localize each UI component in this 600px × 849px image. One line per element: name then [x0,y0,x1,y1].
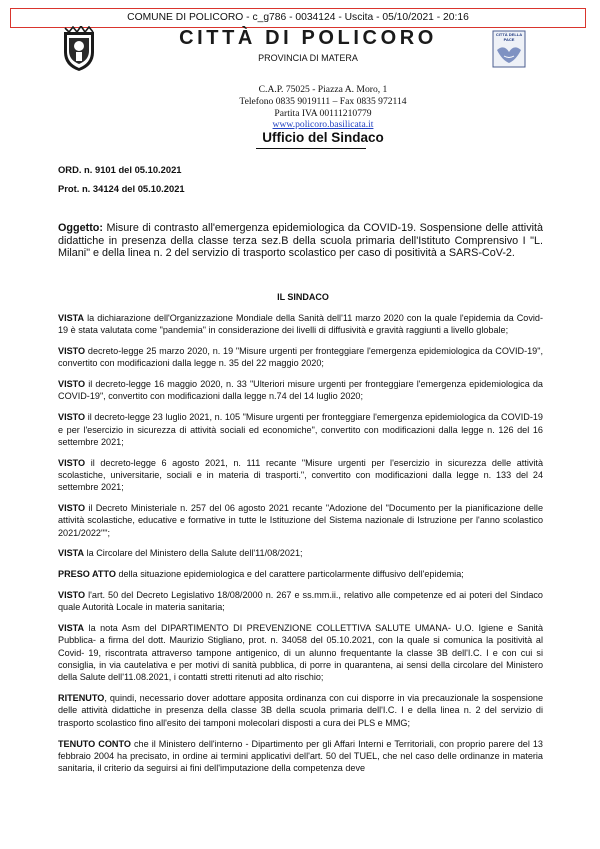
paragraph-lead: PRESO ATTO [58,569,116,580]
paragraph [58,345,543,370]
paragraph-lead: VISTA [58,548,85,559]
ordinance-number: ORD. n. 9101 del 05.10.2021 [58,164,182,175]
paragraph-text: l'art. 50 del Decreto Legislativo 18/08/2000 n. 267 e ss.mm.ii., relativo alle competenze ed ai poteri del Sindaco quale Autorità Locale in materia sanitaria; [58,590,543,613]
paragraph [58,547,543,559]
paragraph-text: decreto-legge 25 marzo 2020, n. 19 "Misure urgenti per fronteggiare l'emergenza epidemiologica da COVID-19", convertito con modificazioni dalla legge n. 35 del 22 maggio 2020; [58,346,543,369]
paragraph [58,589,543,614]
paragraph [58,312,543,337]
paragraph-text: la Circolare del Ministero della Salute dell'11/08/2021; [84,548,303,559]
paragraph-text: della situazione epidemiologica e del carattere particolarmente diffusivo dell'epidemia; [115,569,464,580]
paragraph-lead: VISTA [58,313,85,323]
city-name: CITTÀ DI POLICORO [179,27,437,49]
badge-label: CITTÀ DELLA PACE [495,32,523,42]
protocol-number: Prot. n. 34124 del 05.10.2021 [58,183,185,194]
contact-block [0,84,600,131]
paragraph [58,457,543,494]
paragraph-lead: VISTO [58,457,86,468]
subject-label: Oggetto: [58,222,103,234]
paragraph-text: che il Ministero dell'interno - Dipartimento per gli Affari Interni e Territoriali, con proprio parere del 13 febbraio 2004 ha precisato, in ordine ai termini applicativi dell'art. 50 del TUEL, che nel caso delle ordinanze in materia sanitaria, il criterio da seguirsi ai fini dell'imputazione della competenza deve [58,738,543,774]
preamble [58,312,543,783]
vat-number: Partita IVA 00111210779 [274,107,372,119]
paragraph-lead: VISTO [58,503,86,514]
paragraph [58,738,543,775]
subject-text: Misure di contrasto all'emergenza epidemiologica da COVID-19. Sospensione delle attività didattiche in presenza della classe terza sez.B della scuola primaria dell'Istituto Comprensivo I "L. Milani" e della linea n. 2 del servizio di trasporto scolastico per caso di positività a SARS-CoV-2. [58,222,543,260]
office-underline [256,148,366,149]
paragraph-lead: VISTO [58,346,86,357]
paragraph-lead: VISTO [58,379,86,390]
protocol-stamp: COMUNE DI POLICORO - c_g786 - 0034124 - Uscita - 05/10/2021 - 20:16 [10,8,586,28]
paragraph-text: , quindi, necessario dover adottare apposita ordinanza con cui disporre in via precauzionale la sospensione delle attività didattiche in presenza della classe 3B della scuola primaria dell'I.C. I e della linea n. 2 del servizio di trasporto scolastico fino all'esito dei tamponi molecolari disposti a cura dei PLS e MMG; [58,693,543,728]
paragraph-text: il decreto-legge 6 agosto 2021, n. 111 recante "Misure urgenti per l'esercizio in sicurezza delle attività scolastiche, universitarie, sociali e in materia di trasporti.", convertito con modificazioni dalla legge n. 133 del 24 settembre 2021; [58,457,543,493]
city-of-peace-badge [492,30,526,68]
paragraph [58,378,543,403]
paragraph-lead: TENUTO CONTO [58,738,131,749]
paragraph-lead: VISTO [58,412,86,423]
paragraph-text: il decreto-legge 23 luglio 2021, n. 105 "Misure urgenti per fronteggiare l'emergenza epidemiologica da COVID-19 e per l'esercizio in sicurezza di attività sociali ed economiche", convertito con modificazioni dalla legge n. 126 del 16 settembre 2021; [58,412,543,447]
paragraph [58,568,543,580]
office-title: Ufficio del Sindaco [262,130,384,145]
paragraph [58,411,543,448]
paragraph-text: il Decreto Ministeriale n. 257 del 06 agosto 2021 recante "Adozione del "Documento per la pianificazione delle attività scolastiche, educative e formative in tutte le Istituzione del Sistema nazionale di Istruzione per l'anno scolastico 2021/2022""; [58,503,543,538]
paragraph-text: la nota Asm del DIPARTIMENTO DI PREVENZIONE COLLETTIVA SALUTE UMANA- U.O. Igiene e Sanità Pubblica- a firma del dott. Maurizio Stigliano, prot. n. 34058 del 05.10.2021, con la quale si comunica la positività al Covid- 19, riscontrata attraverso tampone antigenico, di un alunno frequentante la classe 3B dell'I.C. I e con cui si consiglia, in via cautelativa e per motivi di sanità pubblica, di porre in quarantena, ai sensi della circolare del Ministero della Salute dell'11.08.2021, i contatti stretti ritenuti ad alto rischio; [58,623,543,683]
phone-fax: Telefono 0835 9019111 – Fax 0835 972114 [239,95,407,107]
website-link[interactable]: www.policoro.basilicata.it [272,119,374,131]
section-title: IL SINDACO [277,292,329,302]
paragraph-lead: VISTA [58,623,85,634]
paragraph-lead: RITENUTO [58,693,105,704]
paragraph [58,692,543,729]
paragraph [58,622,543,683]
paragraph [58,502,543,539]
paragraph-text: il decreto-legge 16 maggio 2020, n. 33 "Ulteriori misure urgenti per fronteggiare l'emergenza epidemiologica da COVID-19", convertito con modificazioni dalla legge n.74 del 14 luglio 2020; [58,379,543,402]
subject-block [58,222,543,260]
paragraph-text: la dichiarazione dell'Organizzazione Mondiale della Sanità dell'11 marzo 2020 con la quale l'epidemia da Covid- 19 è stata valutata come "pandemia" in considerazione dei livelli di diffusività e gravità raggiunti a livello globale; [58,313,543,336]
postal-address: C.A.P. 75025 - Piazza A. Moro, 1 [258,84,388,95]
province-name: PROVINCIA DI MATERA [258,53,358,63]
paragraph-lead: VISTO [58,590,86,601]
